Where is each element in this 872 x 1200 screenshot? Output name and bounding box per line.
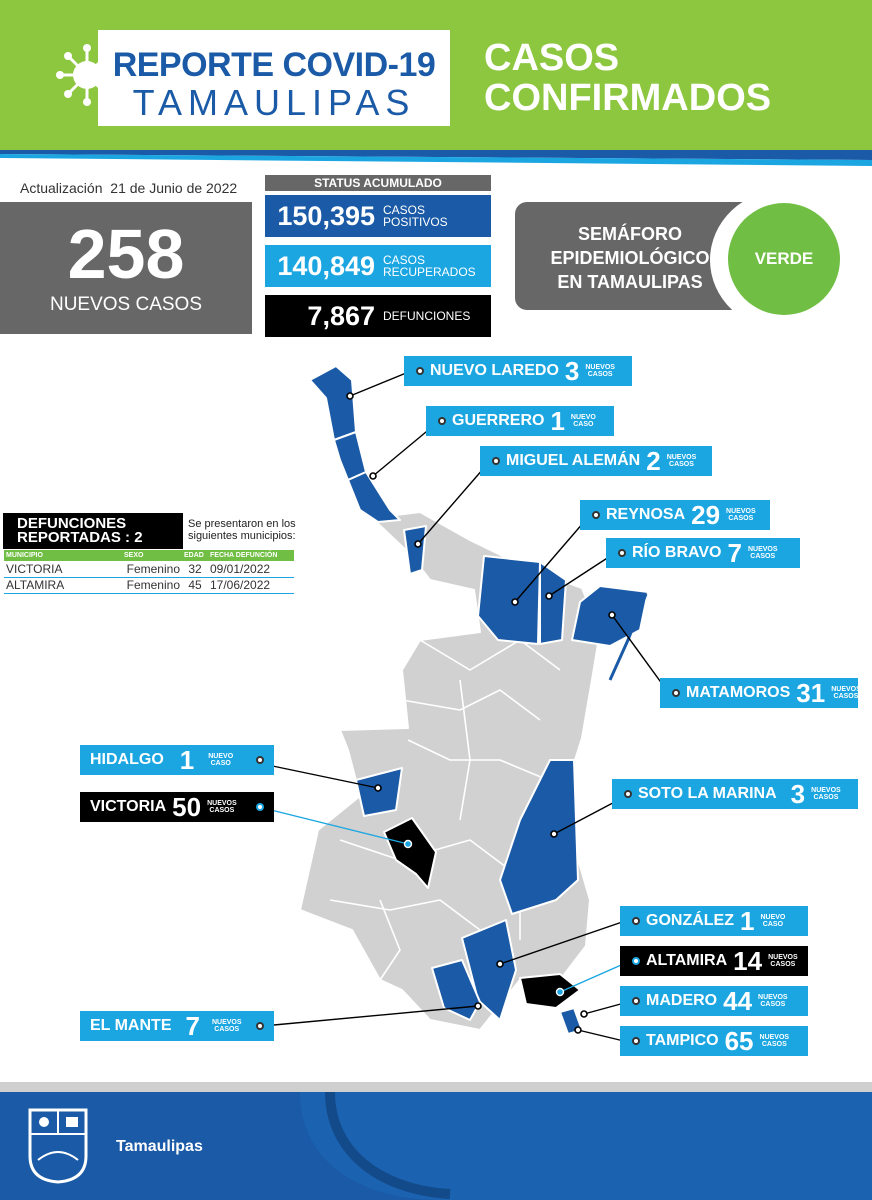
map-region-altamira [520, 974, 580, 1008]
report-subtitle: TAMAULIPAS [132, 82, 416, 123]
label-victoria: VICTORIA 50 NUEVOS CASOS [80, 792, 274, 822]
label-dot [632, 917, 640, 925]
stat-positive-value: 150,395 [277, 200, 375, 231]
label-dot [632, 997, 640, 1005]
label-dot [416, 367, 424, 375]
stat-deaths-label: DEFUNCIONES [383, 309, 471, 323]
map-region-guerrero [334, 432, 366, 480]
map-region-rio-bravo [540, 562, 566, 644]
stat-deaths [265, 295, 491, 337]
section-title-line2: CONFIRMADOS [484, 77, 772, 119]
update-date-value: 21 de Junio de 2022 [110, 180, 238, 196]
state-seal-icon [26, 1104, 90, 1184]
status-header: STATUS ACUMULADO [265, 175, 491, 191]
section-title [484, 38, 771, 118]
label-altamira: ALTAMIRA 14 NUEVOS CASOS [620, 946, 808, 976]
new-cases-box [0, 202, 252, 334]
label-gonzalez: GONZÁLEZ 1 NUEVO CASO [620, 906, 808, 936]
stat-deaths-value: 7,867 [307, 300, 375, 331]
stat-recovered-value: 140,849 [277, 250, 375, 281]
deaths-reported-title: DEFUNCIONES REPORTADAS : 2 [3, 513, 183, 549]
label-miguel-aleman: MIGUEL ALEMÁN 2 NUEVOS CASOS [480, 446, 712, 476]
stat-recovered [265, 245, 491, 287]
report-title: REPORTE COVID-19 [112, 46, 436, 84]
label-dot [256, 756, 264, 764]
update-label: Actualización [20, 180, 103, 196]
new-cases-count: 258 [67, 215, 185, 293]
deaths-table [4, 550, 294, 594]
label-hidalgo: HIDALGO 1 NUEVO CASO [80, 745, 274, 775]
table-row: VICTORIA Femenino 32 09/01/2022 [4, 561, 294, 577]
label-madero: MADERO 44 NUEVOS CASOS [620, 986, 808, 1016]
label-el-mante: EL MANTE 7 NUEVOS CASOS [80, 1011, 274, 1041]
semaforo-label: SEMÁFORO EPIDEMIOLÓGICO EN TAMAULIPAS [550, 224, 710, 292]
label-dot [256, 803, 264, 811]
footer-brand: Tamaulipas [116, 1138, 203, 1155]
map-region-miguel-aleman [404, 526, 426, 574]
label-dot [618, 549, 626, 557]
update-date [20, 180, 237, 196]
stat-recovered-label: CASOS RECUPERADOS [383, 253, 476, 279]
stat-positive [265, 195, 491, 237]
label-dot [256, 1022, 264, 1030]
label-dot [592, 511, 600, 519]
label-rio-bravo: RÍO BRAVO 7 NUEVOS CASOS [606, 538, 800, 568]
label-dot [438, 417, 446, 425]
label-dot [632, 957, 640, 965]
label-tampico: TAMPICO 65 NUEVOS CASOS [620, 1026, 808, 1056]
new-cases-label: NUEVOS CASOS [49, 294, 203, 315]
report-title-box [98, 30, 450, 126]
header-stripe [0, 150, 872, 166]
map-region-nuevo-laredo [310, 366, 356, 440]
label-guerrero: GUERRERO 1 NUEVO CASO [426, 406, 614, 436]
label-soto-la-marina: SOTO LA MARINA 3 NUEVOS CASOS [612, 779, 858, 809]
label-dot [632, 1037, 640, 1045]
table-row: ALTAMIRA Femenino 45 17/06/2022 [4, 577, 294, 593]
stat-positive-label: CASOS POSITIVOS [383, 203, 448, 229]
label-reynosa: REYNOSA 29 NUEVOS CASOS [580, 500, 770, 530]
label-dot [492, 457, 500, 465]
label-dot [624, 790, 632, 798]
label-nuevo-laredo: NUEVO LAREDO 3 NUEVOS CASOS [404, 356, 632, 386]
label-dot [672, 689, 680, 697]
label-matamoros: MATAMOROS 31 NUEVOS CASOS [660, 678, 858, 708]
deaths-table-header: MUNICIPIO SEXO EDAD FECHA DEFUNCIÓN [4, 550, 294, 561]
deaths-reported-note: Se presentaron en los siguientes municipios: [188, 518, 296, 542]
semaforo-status: VERDE [728, 203, 840, 315]
section-title-line1: CASOS [484, 37, 620, 79]
